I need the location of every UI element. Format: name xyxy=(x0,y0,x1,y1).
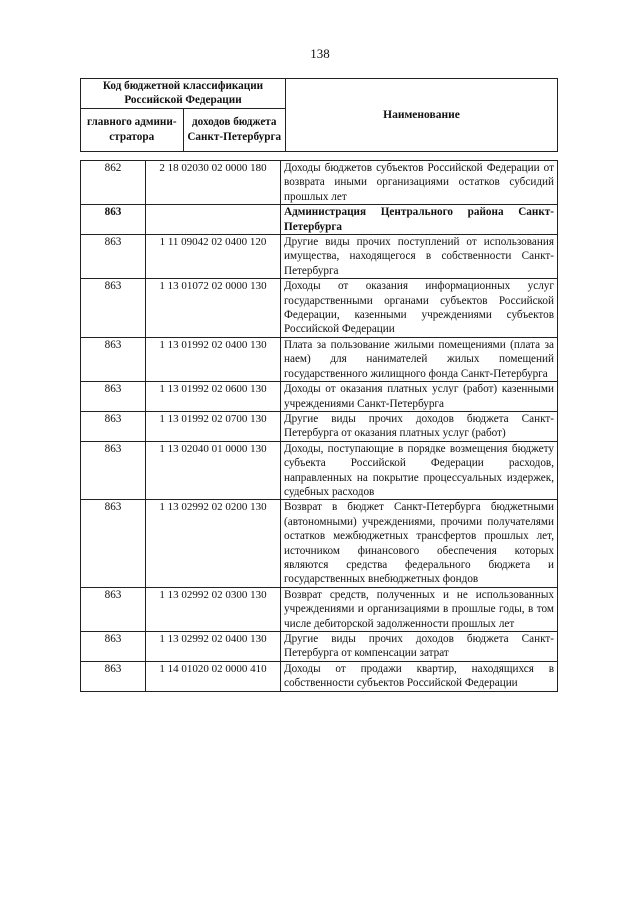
income-code-cell: 1 13 02992 02 0300 130 xyxy=(146,587,281,631)
name-cell: Администрация Центрального района Санкт-Петербурга xyxy=(281,205,558,235)
income-code-cell: 1 13 01992 02 0400 130 xyxy=(146,337,281,381)
income-code-cell: 1 13 02040 01 0000 130 xyxy=(146,441,281,500)
name-cell: Доходы бюджетов субъектов Российской Федерации от возврата иными организациями остатков субсидий прошлых лет xyxy=(281,161,558,205)
table-row xyxy=(81,161,558,205)
income-code-cell: 1 13 02992 02 0400 130 xyxy=(146,632,281,662)
admin-code-cell: 863 xyxy=(81,382,146,412)
table-row xyxy=(81,337,558,381)
name-cell: Другие виды прочих поступлений от использования имущества, находящегося в собственности Санкт-Петербурга xyxy=(281,235,558,279)
name-column-header: Наименование xyxy=(286,79,558,152)
income-code-cell: 1 13 01992 02 0700 130 xyxy=(146,411,281,441)
name-cell: Возврат средств, полученных и не использованных учреждениями и организациями в прошлые годы, в том числе дебиторской задолженности прошлых лет xyxy=(281,587,558,631)
table-row xyxy=(81,587,558,631)
admin-code-cell: 863 xyxy=(81,661,146,691)
income-code-cell xyxy=(146,205,281,235)
admin-code-cell: 863 xyxy=(81,337,146,381)
table-row xyxy=(81,441,558,500)
table-row xyxy=(81,235,558,279)
classification-table xyxy=(80,160,558,692)
name-cell: Другие виды прочих доходов бюджета Санкт-Петербурга от компенсации затрат xyxy=(281,632,558,662)
income-column-header: доходов бюджета Санкт-Петербурга xyxy=(183,108,286,151)
table-row xyxy=(81,279,558,338)
name-cell: Доходы от оказания платных услуг (работ) казенными учреждениями Санкт-Петербурга xyxy=(281,382,558,412)
admin-code-cell: 863 xyxy=(81,205,146,235)
admin-code-cell: 863 xyxy=(81,441,146,500)
table-header xyxy=(80,78,558,152)
admin-code-cell: 863 xyxy=(81,632,146,662)
name-cell: Доходы, поступающие в порядке возмещения бюджету субъекта Российской Федерации расходов, направленных на покрытие процессуальных издержек, судебных расходов xyxy=(281,441,558,500)
income-code-cell: 2 18 02030 02 0000 180 xyxy=(146,161,281,205)
name-cell: Плата за пользование жилыми помещениями (плата за наем) для нанимателей жилых помещений государственного жилищного фонда Санкт-Петербурга xyxy=(281,337,558,381)
income-code-cell: 1 13 01072 02 0000 130 xyxy=(146,279,281,338)
name-cell: Доходы от оказания информационных услуг государственными органами субъектов Российской Федерации, казенными учреждениями субъектов Российской Федерации xyxy=(281,279,558,338)
admin-code-cell: 863 xyxy=(81,279,146,338)
table-row xyxy=(81,500,558,587)
admin-column-header: главного админи-стратора xyxy=(81,108,184,151)
page-number: 138 xyxy=(310,46,330,61)
table-row xyxy=(81,661,558,691)
admin-code-cell: 863 xyxy=(81,500,146,587)
name-cell: Доходы от продажи квартир, находящихся в собственности субъектов Российской Федерации xyxy=(281,661,558,691)
admin-code-cell: 863 xyxy=(81,411,146,441)
income-code-cell: 1 13 01992 02 0600 130 xyxy=(146,382,281,412)
income-code-cell: 1 13 02992 02 0200 130 xyxy=(146,500,281,587)
income-code-cell: 1 14 01020 02 0000 410 xyxy=(146,661,281,691)
admin-code-cell: 862 xyxy=(81,161,146,205)
name-cell: Возврат в бюджет Санкт-Петербурга бюджетными (автономными) учреждениями, прочими получателями остатков межбюджетных трансфертов прошлых лет, источником финансового обеспечения которых являются средства федерального бюджета и государственных внебюджетных фондов xyxy=(281,500,558,587)
table-row xyxy=(81,205,558,235)
admin-code-cell: 863 xyxy=(81,587,146,631)
table-row xyxy=(81,632,558,662)
table-row xyxy=(81,382,558,412)
name-cell: Другие виды прочих доходов бюджета Санкт-Петербурга от оказания платных услуг (работ) xyxy=(281,411,558,441)
classification-group-header: Код бюджетной классификации Российской Федерации xyxy=(81,79,286,109)
admin-code-cell: 863 xyxy=(81,235,146,279)
income-code-cell: 1 11 09042 02 0400 120 xyxy=(146,235,281,279)
table-row xyxy=(81,411,558,441)
